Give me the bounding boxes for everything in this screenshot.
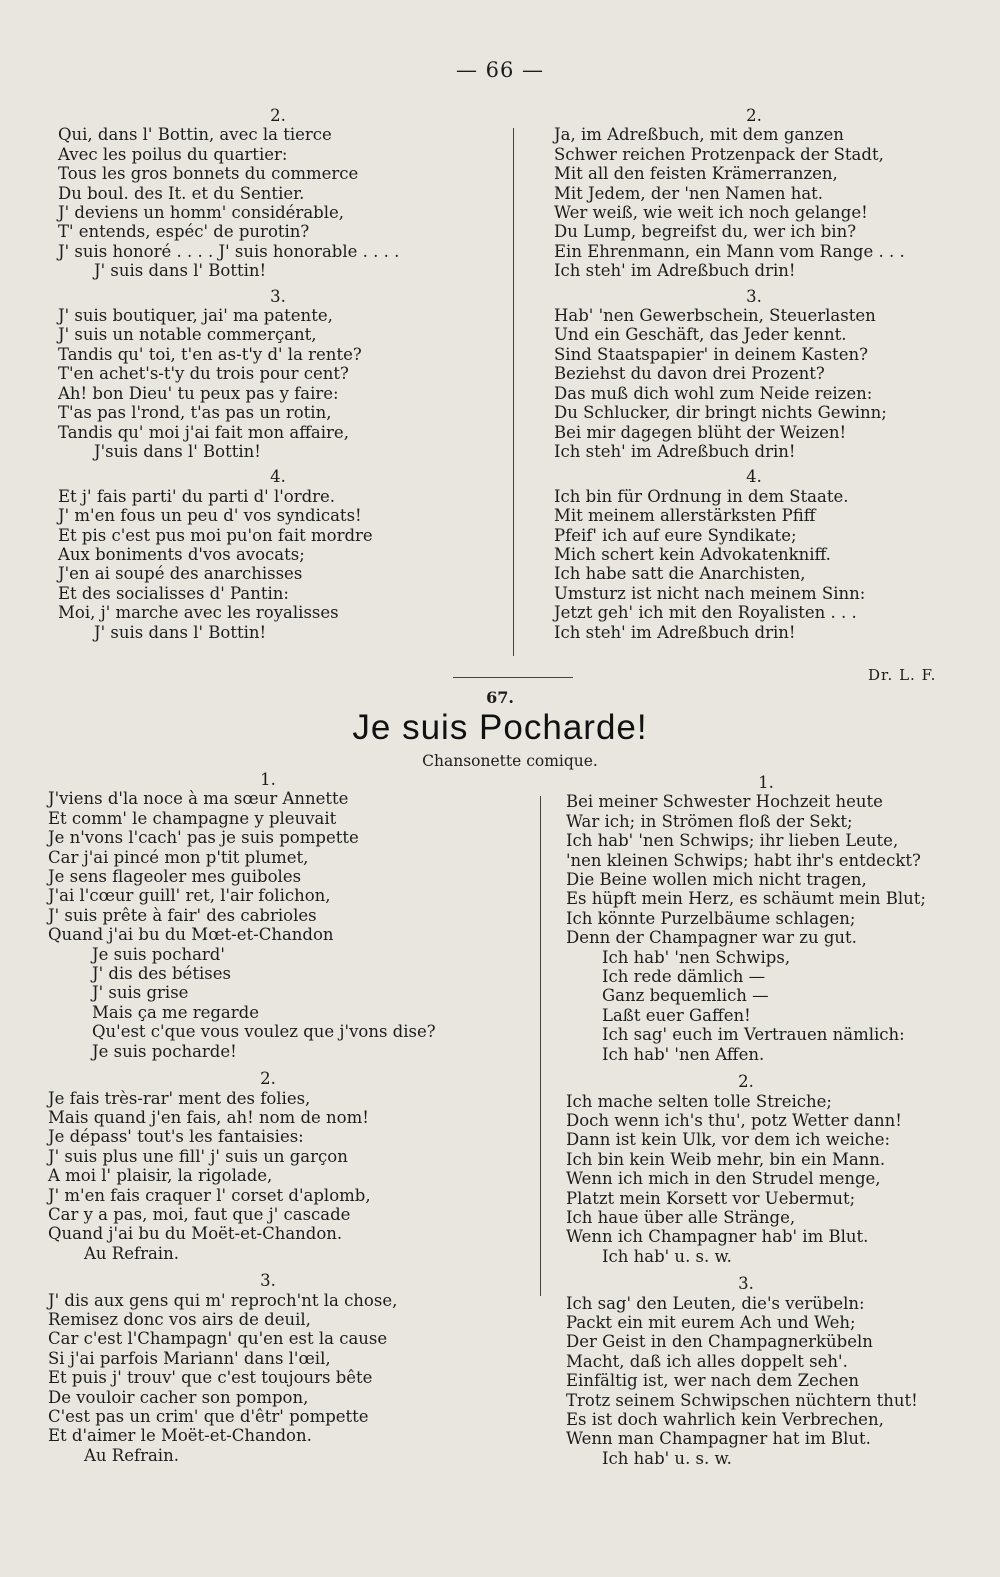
verse-line: Hab' 'nen Gewerbschein, Steuerlasten (554, 306, 876, 326)
verse-line: Ich könnte Purzelbäume schlagen; (566, 908, 856, 928)
verse-line: Aux boniments d'vos avocats; (58, 544, 305, 564)
verse-line: Ich habe satt die Anarchisten, (554, 564, 806, 584)
verse-line: Bei mir dagegen blüht der Weizen! (554, 422, 847, 442)
refrain-cue: Au Refrain. (84, 1445, 179, 1465)
refrain-line: Je suis pochard' (92, 944, 225, 964)
column-divider (513, 128, 514, 656)
verse-line: Mit all den feisten Krämerranzen, (554, 164, 838, 184)
refrain-line: Je suis pocharde! (92, 1041, 237, 1061)
verse-line: J' m'en fais craquer l' corset d'aplomb, (48, 1185, 371, 1205)
bottom-german-column (566, 773, 986, 1468)
refrain-line: Mais ça me regarde (92, 1002, 259, 1022)
verse-line: J' suis dans l' Bottin! (94, 622, 267, 642)
stanza-number: 2. (746, 106, 762, 125)
bottom-french-column (48, 770, 488, 1465)
verse-line: J'viens d'la noce à ma sœur Annette (48, 789, 349, 809)
refrain-line: Laßt euer Gaffen! (602, 1005, 751, 1025)
refrain-line: Ganz bequemlich — (602, 986, 769, 1006)
verse-line: Schwer reichen Protzenpack der Stadt, (554, 144, 884, 164)
verse-line: Ich mache selten tolle Streiche; (566, 1091, 832, 1111)
stanza-number: 3. (260, 1271, 276, 1291)
refrain-line: Ich hab' 'nen Affen. (602, 1044, 765, 1064)
verse-line: Ein Ehrenmann, ein Mann vom Range . . . (554, 241, 905, 261)
verse-line: Umsturz ist nicht nach meinem Sinn: (554, 583, 866, 603)
verse-line: Tandis qu' toi, t'en as-t'y d' la rente? (58, 344, 362, 364)
verse-line: Quand j'ai bu du Moët-et-Chandon. (48, 1224, 343, 1244)
verse-line: Du boul. des It. et du Sentier. (58, 183, 305, 203)
refrain-line: J' suis grise (92, 983, 189, 1003)
verse-line: 'nen kleinen Schwips; habt ihr's entdeckt? (566, 850, 921, 870)
top-french-column (58, 106, 478, 642)
verse-line: J'suis dans l' Bottin! (94, 441, 261, 461)
verse-line: War ich; in Strömen floß der Sekt; (566, 811, 853, 831)
verse-line: Car y a pas, moi, faut que j' cascade (48, 1204, 351, 1224)
verse-line: Je dépass' tout's les fantaisies: (48, 1127, 304, 1147)
top-german-column (554, 106, 974, 642)
verse-line: Avec les poilus du quartier: (58, 144, 288, 164)
stanza-number: 3. (738, 1274, 754, 1294)
verse-line: Wenn ich Champagner hab' im Blut. (566, 1227, 869, 1247)
stanza-number: 4. (270, 467, 286, 487)
refrain-line: J' dis des bétises (92, 964, 231, 984)
verse-line: Trotz seinem Schwipschen nüchtern thut! (566, 1390, 918, 1410)
verse-line: Sind Staatspapier' in deinem Kasten? (554, 344, 868, 364)
verse-line: T'as pas l'rond, t'as pas un rotin, (58, 403, 332, 423)
verse-line: Packt ein mit eurem Ach und Weh; (566, 1312, 856, 1332)
refrain-line: Ich sag' euch im Vertrauen nämlich: (602, 1025, 905, 1045)
verse-line: Je n'vons l'cach' pas je suis pompette (48, 828, 359, 848)
verse-line: Ich sag' den Leuten, die's verübeln: (566, 1293, 865, 1313)
page-number: — 66 — (455, 58, 545, 82)
stanza-number: 2. (270, 106, 286, 125)
song-title: Je suis Pocharde! (352, 708, 648, 747)
verse-line: Ich bin kein Weib mehr, bin ein Mann. (566, 1149, 886, 1169)
verse-line: Moi, j' marche avec les royalisses (58, 603, 339, 623)
section-divider (453, 677, 573, 678)
stanza-number: 2. (260, 1069, 276, 1089)
verse-line: Ich haue über alle Stränge, (566, 1207, 796, 1227)
verse-line: Qui, dans l' Bottin, avec la tierce (58, 125, 332, 145)
verse-line: Mit meinem allerstärksten Pfiff (554, 506, 816, 526)
author-signature: Dr. L. F. (868, 666, 937, 684)
verse-line: Remisez donc vos airs de deuil, (48, 1309, 311, 1329)
verse-line: Et pis c'est pus moi pu'on fait mordre (58, 525, 373, 545)
verse-line: Du Schlucker, dir bringt nichts Gewinn; (554, 403, 887, 423)
song-subtitle: Chansonette comique. (422, 752, 598, 770)
verse-line: Pfeif' ich auf eure Syndikate; (554, 525, 797, 545)
verse-line: Ich bin für Ordnung in dem Staate. (554, 486, 849, 506)
verse-line: De vouloir cacher son pompon, (48, 1387, 309, 1407)
stanza-number: 4. (746, 467, 762, 487)
verse-line: J' suis plus une fill' j' suis un garçon (48, 1146, 348, 1166)
verse-line: Ich steh' im Adreßbuch drin! (554, 622, 796, 642)
verse-line: Ja, im Adreßbuch, mit dem ganzen (554, 125, 844, 145)
verse-line: Die Beine wollen mich nicht tragen, (566, 870, 867, 890)
verse-line: Es hüpft mein Herz, es schäumt mein Blut; (566, 889, 926, 909)
verse-line: Der Geist in den Champagnerkübeln (566, 1332, 873, 1352)
refrain-cue: Ich hab' u. s. w. (602, 1448, 732, 1468)
verse-line: Mit Jedem, der 'nen Namen hat. (554, 183, 824, 203)
verse-line: Mais quand j'en fais, ah! nom de nom! (48, 1107, 369, 1127)
verse-line: Et j' fais parti' du parti d' l'ordre. (58, 486, 336, 506)
verse-line: Bei meiner Schwester Hochzeit heute (566, 792, 883, 812)
verse-line: J' suis prête à fair' des cabrioles (48, 905, 317, 925)
verse-line: Macht, daß ich alles doppelt seh'. (566, 1351, 848, 1371)
refrain-cue: Ich hab' u. s. w. (602, 1246, 732, 1266)
verse-line: Et comm' le champagne y pleuvait (48, 808, 337, 828)
verse-line: Ich steh' im Adreßbuch drin! (554, 441, 796, 461)
verse-line: Ah! bon Dieu' tu peux pas y faire: (58, 383, 339, 403)
stanza-number: 2. (738, 1072, 754, 1092)
verse-line: J' m'en fous un peu d' vos syndicats! (58, 506, 362, 526)
stanza-number: 3. (746, 286, 762, 306)
verse-line: Quand j'ai bu du Mœt-et-Chandon (48, 925, 334, 945)
verse-line: Je fais très-rar' ment des folies, (48, 1088, 311, 1108)
verse-line: Car j'ai pincé mon p'tit plumet, (48, 847, 309, 867)
verse-line: Wenn ich mich in den Strudel menge, (566, 1169, 881, 1189)
verse-line: Car c'est l'Champagn' qu'en est la cause (48, 1329, 388, 1349)
verse-line: Einfältig ist, wer nach dem Zechen (566, 1371, 860, 1391)
verse-line: Das muß dich wohl zum Neide reizen: (554, 383, 873, 403)
verse-line: Ich steh' im Adreßbuch drin! (554, 261, 796, 281)
verse-line: Beziehst du davon drei Prozent? (554, 364, 825, 384)
verse-line: Denn der Champagner war zu gut. (566, 928, 857, 948)
verse-line: Et d'aimer le Moët-et-Chandon. (48, 1426, 312, 1446)
refrain-line: Qu'est c'que vous voulez que j'vons dise? (92, 1022, 436, 1042)
verse-line: Es ist doch wahrlich kein Verbrechen, (566, 1410, 884, 1429)
verse-line: Jetzt geh' ich mit den Royalisten . . . (554, 603, 857, 623)
stanza-number: 1. (758, 773, 774, 792)
verse-line: Si j'ai parfois Mariann' dans l'œil, (48, 1348, 331, 1368)
verse-line: J'en ai soupé des anarchisses (58, 564, 303, 584)
song-number: 67. (486, 688, 514, 707)
verse-line: Et des socialisses d' Pantin: (58, 583, 289, 603)
verse-line: Et puis j' trouv' que c'est toujours bête (48, 1368, 373, 1388)
refrain-line: Ich hab' 'nen Schwips, (602, 947, 791, 967)
verse-line: J' dis aux gens qui m' reproch'nt la chose, (48, 1290, 398, 1310)
verse-line: Tous les gros bonnets du commerce (58, 164, 359, 184)
refrain-line: Ich rede dämlich — (602, 967, 766, 987)
verse-line: Und ein Geschäft, das Jeder kennt. (554, 325, 847, 345)
column-divider (540, 796, 541, 1296)
verse-line: J' suis boutiquer, jai' ma patente, (58, 306, 333, 326)
verse-line: J'ai l'cœur guill' ret, l'air folichon, (48, 886, 331, 906)
verse-line: J' deviens un homm' considérable, (58, 203, 345, 223)
verse-line: J' suis dans l' Bottin! (94, 261, 267, 281)
verse-line: Du Lump, begreifst du, wer ich bin? (554, 222, 857, 242)
verse-line: Platzt mein Korsett vor Uebermut; (566, 1188, 856, 1208)
verse-line: C'est pas un crim' que d'êtr' pompette (48, 1407, 369, 1426)
verse-line: Wenn man Champagner hat im Blut. (566, 1429, 871, 1449)
verse-line: A moi l' plaisir, la rigolade, (48, 1166, 273, 1186)
verse-line: J' suis honoré . . . . J' suis honorable . . . . (58, 241, 400, 261)
verse-line: T' entends, espéc' de purotin? (58, 222, 310, 242)
verse-line: Wer weiß, wie weit ich noch gelange! (554, 203, 868, 223)
verse-line: Tandis qu' moi j'ai fait mon affaire, (58, 422, 349, 442)
stanza-number: 3. (270, 286, 286, 306)
refrain-cue: Au Refrain. (84, 1243, 179, 1263)
verse-line: Dann ist kein Ulk, vor dem ich weiche: (566, 1130, 891, 1150)
verse-line: J' suis un notable commerçant, (58, 325, 317, 345)
verse-line: Ich hab' 'nen Schwips; ihr lieben Leute, (566, 831, 899, 851)
verse-line: Doch wenn ich's thu', potz Wetter dann! (566, 1110, 902, 1130)
verse-line: Mich schert kein Advokatenkniff. (554, 544, 831, 564)
verse-line: Je sens flageoler mes guiboles (48, 867, 302, 887)
stanza-number: 1. (260, 770, 276, 789)
verse-line: T'en achet's-t'y du trois pour cent? (58, 364, 349, 384)
